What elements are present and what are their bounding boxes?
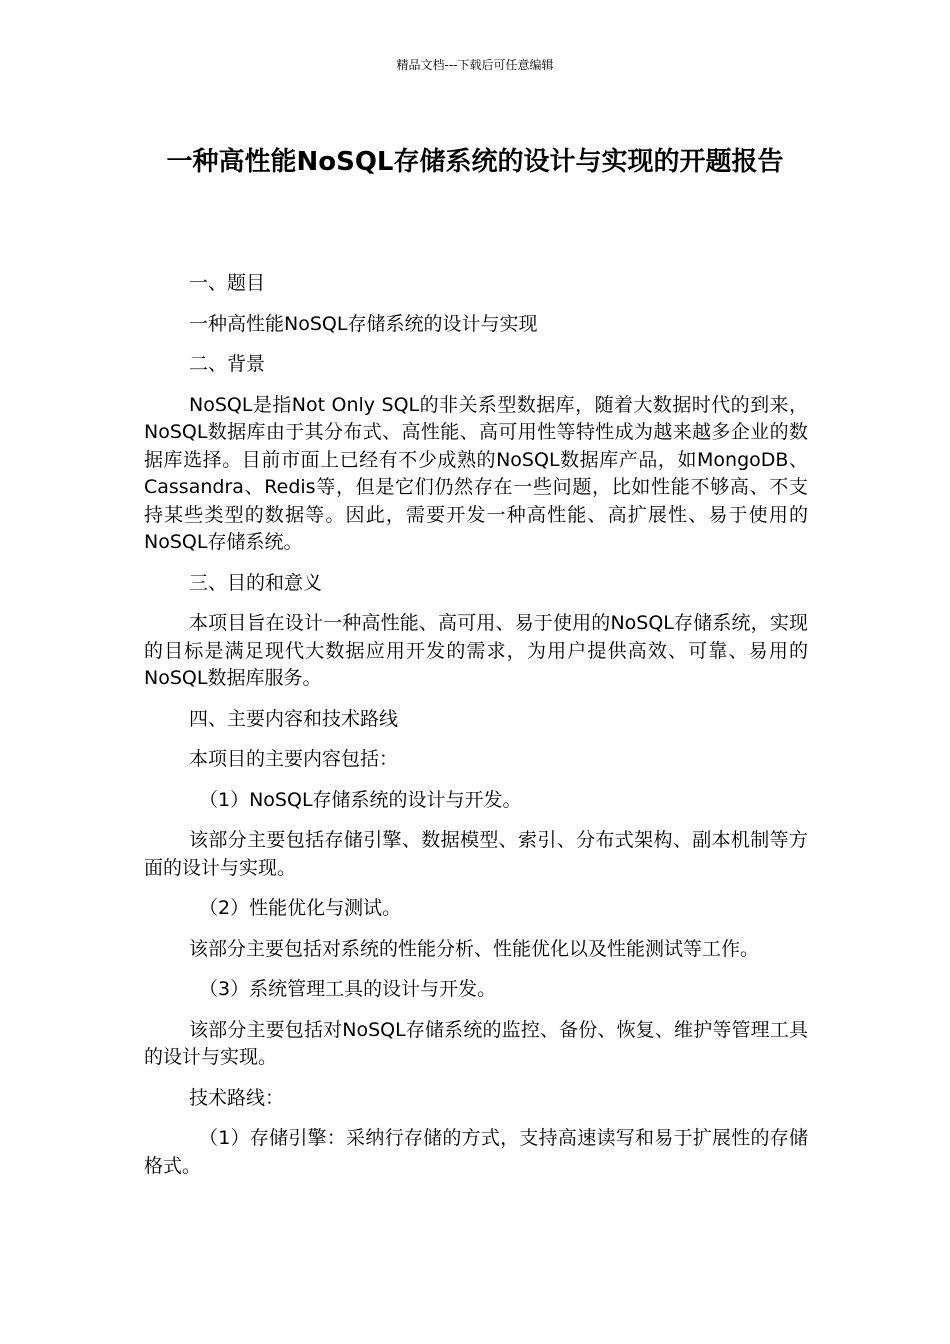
content-item-2-title: （2）性能优化与测试。 bbox=[199, 897, 402, 919]
background-paragraph: NoSQL是指Not Only SQL的非关系型数据库，随着大数据时代的到来，NoSQL数据库由于其分布式、高性能、高可用性等特性成为越来越多企业的数据库选择。目前市面上已经有不少成熟的NoSQL数据库产品，如MongoDB、Cassandra、Redis等，但是它们仍然存在一些问题，比如性能不够高、不支持某些类型的数据等。因此，需要开发一种高性能、高扩展性、易于使用的NoSQL存储系统。 bbox=[144, 393, 808, 553]
page-header: 精品文档---下载后可任意编辑 bbox=[396, 58, 554, 72]
content-item-3-text: 该部分主要包括对NoSQL存储系统的监控、备份、恢复、维护等管理工具的设计与实现。 bbox=[144, 1018, 808, 1068]
section-heading-purpose: 三、目的和意义 bbox=[189, 571, 323, 594]
tech-route-heading: 技术路线： bbox=[189, 1086, 285, 1109]
document-body bbox=[144, 270, 808, 1193]
tech-route-item-1: （1）存储引擎：采纳行存储的方式，支持高速读写和易于扩展性的存储格式。 bbox=[144, 1127, 808, 1177]
content-item-1-title: （1）NoSQL存储系统的设计与开发。 bbox=[199, 788, 522, 811]
content-intro: 本项目的主要内容包括： bbox=[189, 748, 399, 770]
section-heading-topic: 一、题目 bbox=[189, 272, 266, 294]
section-heading-content: 四、主要内容和技术路线 bbox=[189, 707, 399, 730]
purpose-paragraph: 本项目旨在设计一种高性能、高可用、易于使用的NoSQL存储系统，实现的目标是满足现代大数据应用开发的需求，为用户提供高效、可靠、易用的NoSQL数据库服务。 bbox=[144, 612, 808, 689]
content-item-2-text: 该部分主要包括对系统的性能分析、性能优化以及性能测试等工作。 bbox=[189, 937, 760, 960]
content-item-1-text: 该部分主要包括存储引擎、数据模型、索引、分布式架构、副本机制等方面的设计与实现。 bbox=[144, 829, 808, 879]
topic-text: 一种高性能NoSQL存储系统的设计与实现 bbox=[189, 312, 538, 335]
content-item-3-title: （3）系统管理工具的设计与开发。 bbox=[199, 978, 497, 1000]
document-title: 一种高性能NoSQL存储系统的设计与实现的开题报告 bbox=[166, 147, 784, 177]
section-heading-background: 二、背景 bbox=[189, 353, 266, 375]
